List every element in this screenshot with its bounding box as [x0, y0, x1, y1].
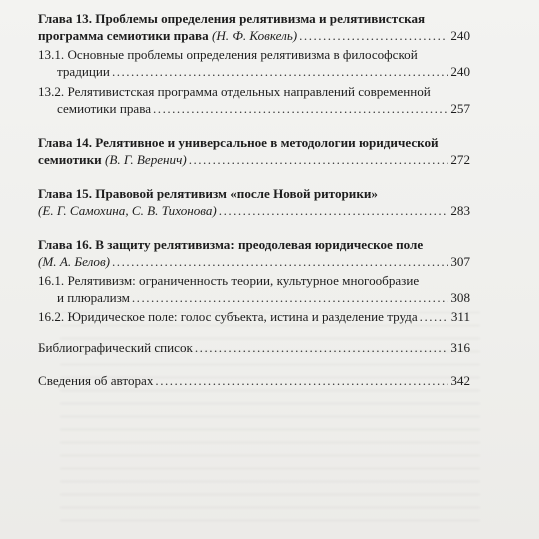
toc-chapter-14	[38, 134, 470, 168]
chapter-13-title-line2	[38, 27, 470, 44]
chapter-15-title-line2	[38, 202, 470, 219]
chapter-16-title-line2	[38, 253, 470, 270]
leader-dots	[155, 372, 448, 389]
chapter-14-page: 272	[450, 152, 470, 167]
chapter-14-author: (В. Г. Веренич)	[104, 152, 187, 167]
section-13-1-line1	[38, 46, 470, 63]
section-13-1-page: 240	[450, 64, 470, 79]
chapter-16-title: Глава 16. В защиту релятивизма: преодолевая юридическое поле	[38, 237, 424, 252]
section-13-1-line2	[38, 63, 470, 80]
section-16-1-line2	[38, 289, 470, 306]
chapter-14-title: Глава 14. Релятивное и универсальное в методологии юридической	[38, 135, 439, 150]
bibliography-title: Библиографический список	[38, 340, 193, 355]
section-13-1-title-cont: традиции	[57, 64, 110, 79]
chapter-16-author: (М. А. Белов)	[38, 254, 111, 269]
section-16-2-line1	[38, 308, 470, 325]
section-16-2-page: 311	[450, 309, 470, 324]
section-13-2-line2	[38, 100, 470, 117]
chapter-14-title-line2	[38, 151, 470, 168]
chapter-16-title-line1	[38, 236, 470, 253]
leader-dots	[219, 202, 449, 219]
section-13-2-page: 257	[450, 101, 470, 116]
chapter-16-page: 307	[450, 254, 470, 269]
leader-dots	[420, 308, 449, 325]
leader-dots	[299, 27, 448, 44]
leader-dots	[195, 339, 448, 356]
chapter-14-title-cont: семиотики	[38, 152, 102, 167]
leader-dots	[153, 100, 448, 117]
section-16-1-title: 16.1. Релятивизм: ограниченность теории, культурное многообразие	[38, 273, 420, 288]
section-16-1-line1	[38, 272, 470, 289]
toc-section-16-1	[38, 272, 470, 306]
section-13-2-line1	[38, 83, 470, 100]
chapter-14-title-line1	[38, 134, 470, 151]
section-13-2-title-cont: семиотики права	[57, 101, 152, 116]
chapter-13-title: Глава 13. Проблемы определения релятивизма и релятивистская	[38, 11, 426, 26]
section-16-1-page: 308	[450, 290, 470, 305]
chapter-15-title: Глава 15. Правовой релятивизм «после Новой риторики»	[38, 186, 378, 201]
chapter-13-title-line1	[38, 10, 470, 27]
section-13-2-title: 13.2. Релятивистская программа отдельных направлений современной	[38, 84, 431, 99]
toc-authors	[38, 372, 470, 389]
authors-title: Сведения об авторах	[38, 373, 154, 388]
leader-dots	[112, 253, 448, 270]
chapter-15-author: (Е. Г. Самохина, С. В. Тихонова)	[38, 203, 217, 218]
chapter-15-title-line1	[38, 185, 470, 202]
leader-dots	[112, 63, 448, 80]
toc-chapter-16	[38, 236, 470, 270]
authors-page: 342	[450, 373, 470, 388]
chapter-13-page: 240	[450, 28, 470, 43]
table-of-contents	[38, 6, 470, 389]
bibliography-page: 316	[450, 340, 470, 355]
toc-section-16-2	[38, 308, 470, 325]
toc-section-13-1	[38, 46, 470, 80]
section-16-2-title: 16.2. Юридическое поле: голос субъекта, истина и разделение труда	[38, 309, 418, 324]
authors-line	[38, 372, 470, 389]
section-16-1-title-cont: и плюрализм	[57, 290, 130, 305]
bibliography-line	[38, 339, 470, 356]
leader-dots	[189, 151, 449, 168]
chapter-13-title-cont: программа семиотики права	[38, 28, 209, 43]
toc-section-13-2	[38, 83, 470, 117]
chapter-13-author: (Н. Ф. Ковкель)	[211, 28, 298, 43]
leader-dots	[132, 289, 448, 306]
toc-chapter-13	[38, 10, 470, 44]
chapter-15-page: 283	[450, 203, 470, 218]
section-13-1-title: 13.1. Основные проблемы определения релятивизма в философской	[38, 47, 418, 62]
toc-chapter-15	[38, 185, 470, 219]
toc-bibliography	[38, 339, 470, 356]
